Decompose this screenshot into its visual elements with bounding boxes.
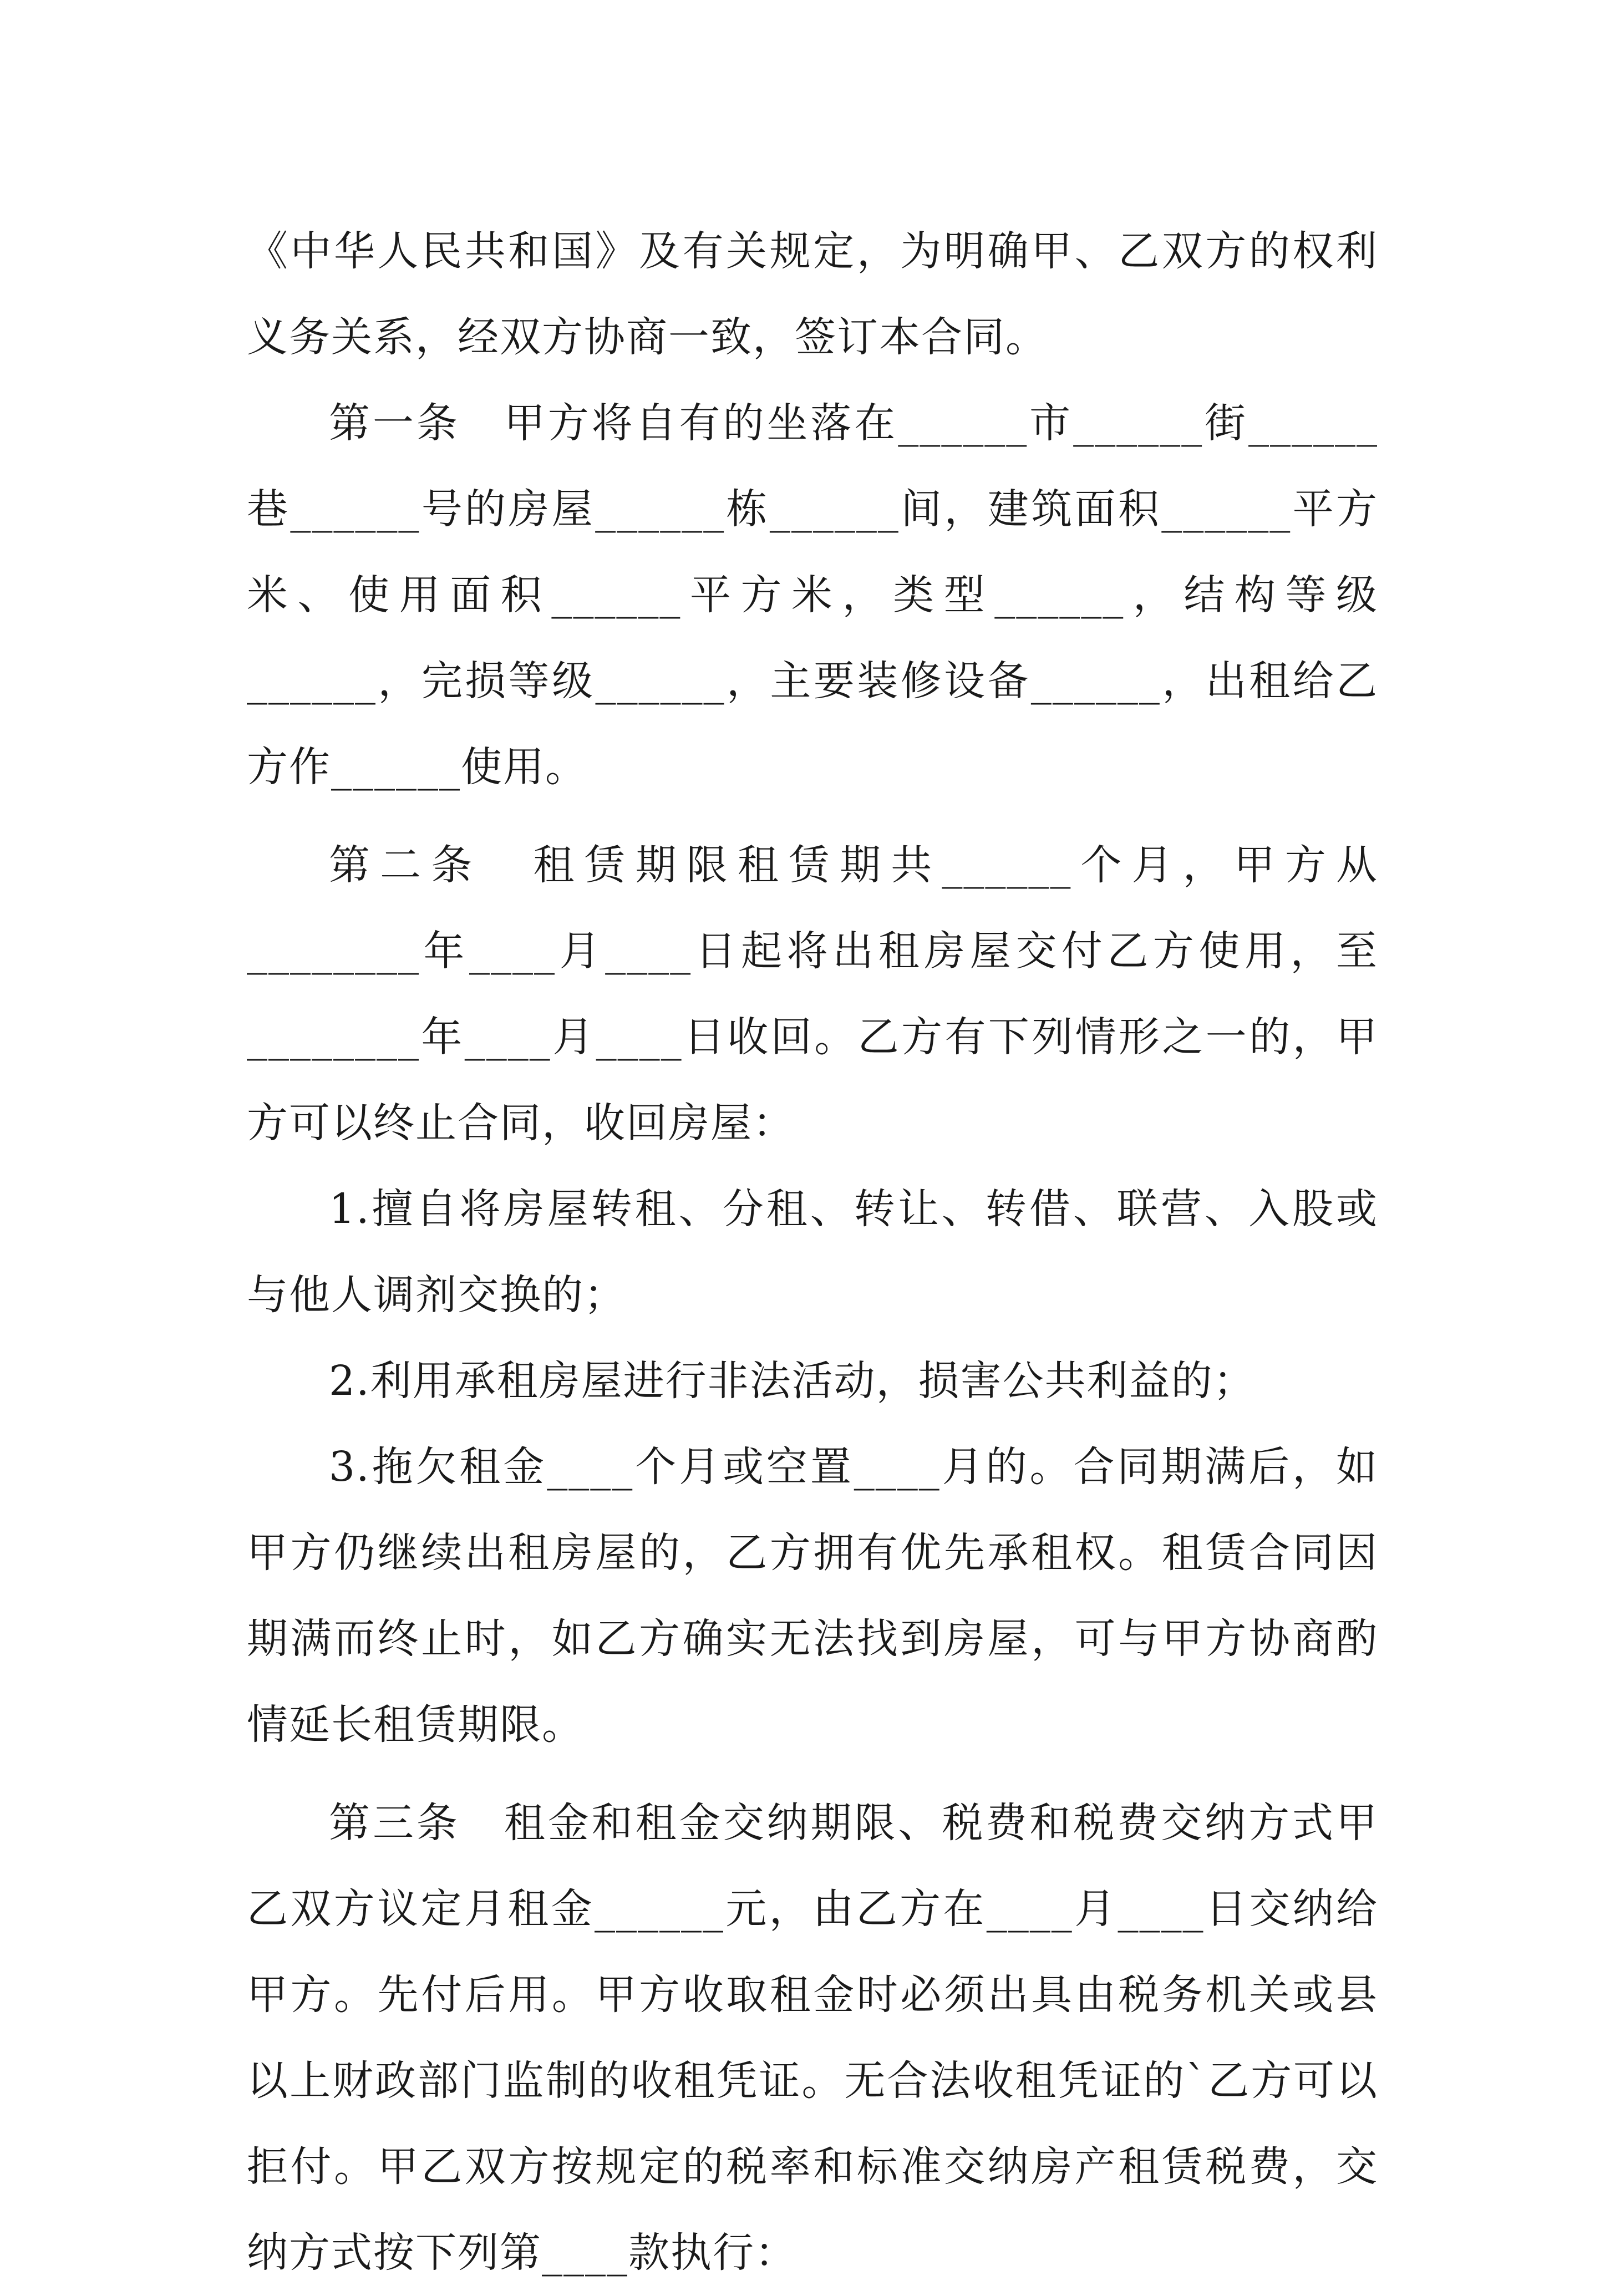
list-item-3: 3.拖欠租金____个月或空置____月的。合同期满后，如甲方仍继续出租房屋的，乙方拥有优先承租权。租赁合同因期满而终止时，如乙方确实无法找到房屋，可与甲方协商酌情延长租赁期限。 bbox=[247, 1443, 1378, 1749]
list-item-1: 1.擅自将房屋转租、分租、转让、转借、联营、入股或与他人调剂交换的； bbox=[247, 1185, 1378, 1319]
document-body bbox=[247, 209, 1378, 2296]
article-2-paragraph: 第二条 租赁期限租赁期共______个月，甲方从________年____月____日起将出租房屋交付乙方使用，至________年____月____日收回。乙方有下列情形之一的，甲方可以终止合同，收回房屋： bbox=[247, 841, 1378, 1147]
article-3-paragraph: 第三条 租金和租金交纳期限、税费和税费交纳方式甲乙双方议定月租金______元，由乙方在____月____日交纳给甲方。先付后用。甲方收取租金时必须出具由税务机关或县以上财政部门监制的收租凭证。无合法收租凭证的`乙方可以拒付。甲乙双方按规定的税率和标准交纳房产租赁税费，交纳方式按下列第____款执行： bbox=[247, 1799, 1378, 2277]
article-1-paragraph: 第一条 甲方将自有的坐落在______市______街______巷______号的房屋______栋______间，建筑面积______平方米、使用面积______平方米，类型______，结构等级______，完损等级______，主要装修设备______，出租给乙方作______使用。 bbox=[247, 399, 1378, 791]
list-item-2: 2.利用承租房屋进行非法活动，损害公共利益的； bbox=[329, 1357, 1256, 1405]
intro-paragraph: 《中华人民共和国》及有关规定，为明确甲、乙双方的权利义务关系，经双方协商一致，签订本合同。 bbox=[247, 227, 1378, 361]
